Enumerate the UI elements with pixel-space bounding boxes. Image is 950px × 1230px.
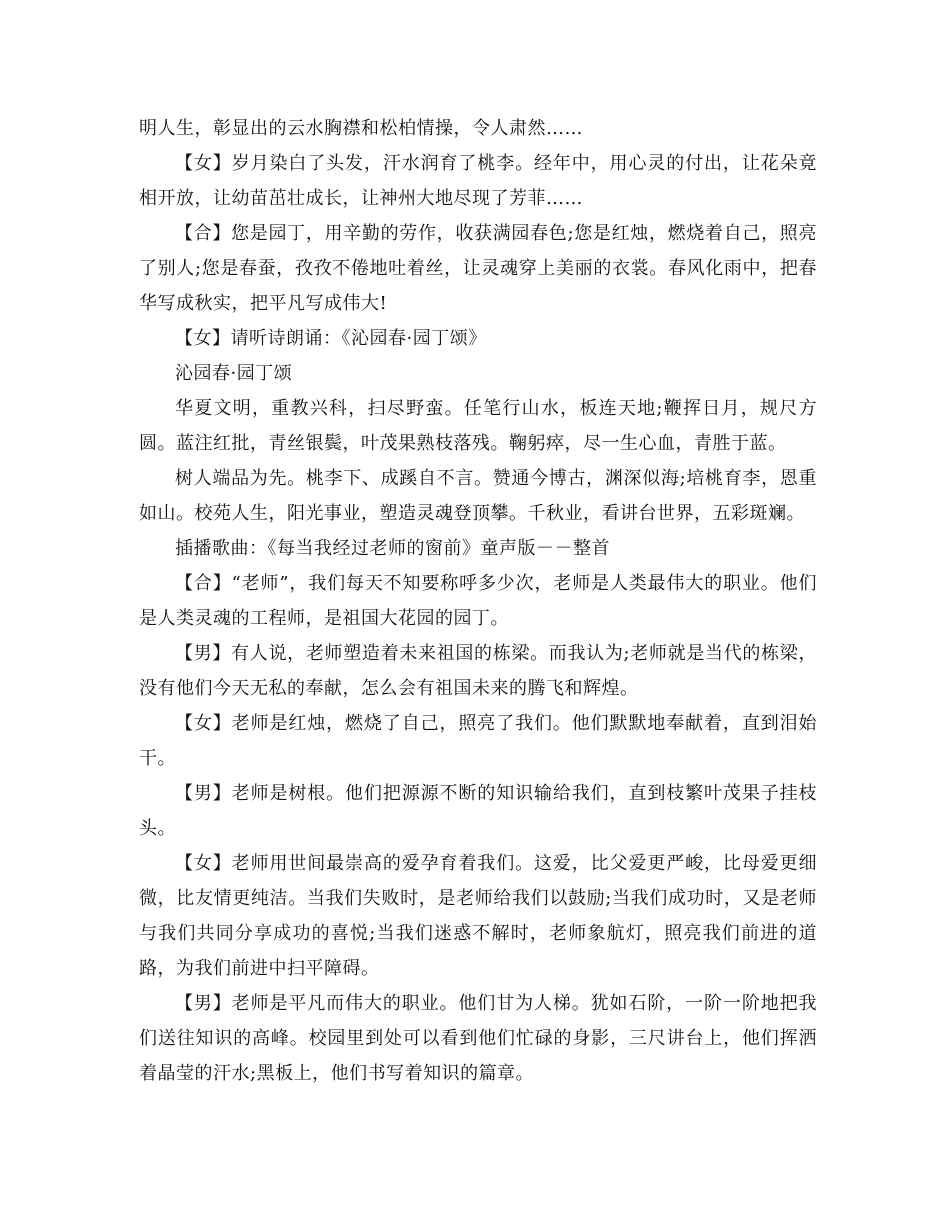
paragraph-female-2: 【女】老师是红烛，燃烧了自己，照亮了我们。他们默默地奉献着，直到泪始干。 — [139, 713, 817, 769]
poem-stanza-1: 华夏文明，重教兴科，扫尽野蛮。任笔行山水，板连天地;鞭挥日月，规尺方圆。蓝注红批，青丝银鬓，叶茂果熟枝落残。鞠躬瘁，尽一生心血，青胜于蓝。 — [139, 398, 817, 454]
poem-stanza-2: 树人端品为先。桃李下、成蹊自不言。赞通今博古，渊深似海;培桃育李，恩重如山。校苑人生，阳光事业，塑造灵魂登顶攀。千秋业，看讲台世界，五彩斑斓。 — [139, 468, 817, 524]
poem-title: 沁园春·园丁颂 — [175, 363, 293, 384]
paragraph-male-3: 【男】老师是平凡而伟大的职业。他们甘为人梯。犹如石阶，一阶一阶地把我们送往知识的高峰。校园里到处可以看到他们忙碌的身影，三尺讲台上，他们挥洒着晶莹的汗水;黑板上，他们书写着知识的篇章。 — [139, 993, 817, 1084]
document-body — [139, 111, 817, 1091]
paragraph-chorus-2: 【合】“老师”，我们每天不知要称呼多少次，老师是人类最伟大的职业。他们是人类灵魂的工程师，是祖国大花园的园丁。 — [139, 573, 817, 629]
paragraph-chorus-1: 【合】您是园丁，用辛勤的劳作，收获满园春色;您是红烛，燃烧着自己，照亮了别人;您是春蚕，孜孜不倦地吐着丝，让灵魂穿上美丽的衣裳。春风化雨中，把春华写成秋实，把平凡写成伟大! — [139, 223, 817, 314]
paragraph-female-3: 【女】老师用世间最崇高的爱孕育着我们。这爱，比父爱更严峻，比母爱更细微，比友情更纯洁。当我们失败时，是老师给我们以鼓励;当我们成功时，又是老师与我们共同分享成功的喜悦;当我们迷惑不解时，老师象航灯，照亮我们前进的道路，为我们前进中扫平障碍。 — [139, 853, 817, 979]
paragraph-poem-intro: 【女】请听诗朗诵：《沁园春·园丁颂》 — [175, 328, 487, 349]
paragraph-male-2: 【男】老师是树根。他们把源源不断的知识输给我们，直到枝繁叶茂果子挂枝头。 — [139, 783, 817, 839]
paragraph-male-1: 【男】有人说，老师塑造着未来祖国的栋梁。而我认为;老师就是当代的栋梁，没有他们今天无私的奉献，怎么会有祖国未来的腾飞和辉煌。 — [139, 643, 817, 699]
paragraph-female-1: 【女】岁月染白了头发，汗水润育了桃李。经年中，用心灵的付出，让花朵竟相开放，让幼苗茁壮成长，让神州大地尽现了芳菲…… — [139, 153, 817, 209]
paragraph-continuation: 明人生，彰显出的云水胸襟和松柏情操，令人肃然…… — [139, 118, 583, 139]
song-insert-note: 插播歌曲：《每当我经过老师的窗前》童声版－－整首 — [175, 538, 610, 559]
